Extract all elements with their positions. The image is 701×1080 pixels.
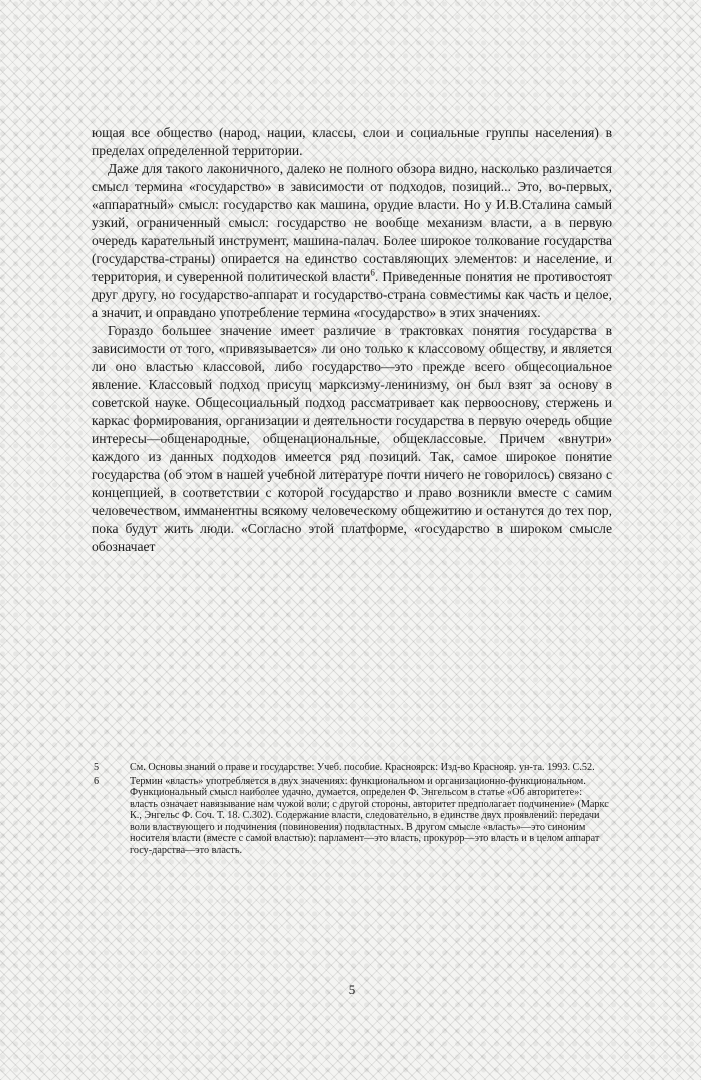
footnotes bbox=[92, 762, 612, 858]
paragraph-2-text-after: . Приведенные понятия не противостоят друг другу, но государство-аппарат и государство-страна совместимы как часть и целое, а значит, и оправдано употребление термина «государство» в этих значениях. bbox=[92, 269, 612, 320]
footnote-text: См. Основы знаний о праве и государстве: Учеб. пособие. Красноярск: Изд-во Краснояр. ун-та. 1993. С.52. bbox=[130, 762, 595, 773]
paragraph-1-text: ющая все общество (народ, нации, классы, слои и социальные группы населения) в пределах определенной территории. bbox=[92, 125, 612, 158]
paragraph-2 bbox=[92, 160, 612, 322]
page-number: 5 bbox=[348, 982, 356, 997]
footnote-text: Термин «власть» употребляется в двух значениях: функциональном и организационно-функциональном. Функциональный смысл наиболее удачно, думается, определен Ф. Энгельсом в статье «Об авторитете»: власть означает навязывание нам чужой воли; с другой стороны, авторитет предполагает подчинение» (Маркс К., Энгельс Ф. Соч. Т. 18. С.302). Содержание власти, следовательно, в единстве двух проявлений: передачи воли властвующего и подчинения (повиновения) подвластных. В другом смысле «власть»—это синоним носителя власти (вместе с самой властью): парламент—это власть, прокурор—это власть и в целом аппарат госу-дарства—это власть. bbox=[130, 775, 609, 856]
footnote-6 bbox=[92, 776, 612, 857]
footnote-5 bbox=[92, 762, 612, 774]
paragraph-2-text: Даже для такого лаконичного, далеко не полного обзора видно, насколько различается смысл термина «государство» в зависимости от подходов, позиций... Это, во-первых, «аппаратный» смысл: государство как машина, орудие власти. Но у И.В.Сталина самый узкий, ограниченный смысл: государство не вообще механизм власти, а в первую очередь карательный инструмент, машина-палач. Более широкое толкование государства (государства-страны) опирается на единство составляющих элементов: и население, и территория, и суверенной политической власти bbox=[92, 161, 612, 284]
footnote-ref-6[interactable]: 6 bbox=[370, 267, 375, 278]
paragraph-1 bbox=[92, 124, 612, 160]
footnote-number: 6 bbox=[94, 775, 100, 787]
footnote-number: 5 bbox=[94, 762, 100, 773]
document-page bbox=[92, 124, 612, 1014]
paragraph-3-text: Гораздо большее значение имеет различие в трактовках понятия государства в зависимости от того, «привязывается» ли оно только к классовому обществу, и является ли оно властью классовой, либо государство—это прежде всего общесоциальное явление. Классовый подход присущ марксизму-ленинизму, он был взят за основу в советской науке. Общесоциальный подход рассматривает как первооснову, стержень и каркас формирования, организации и деятельности государства в первую очередь общие интересы—общенародные, общенациональные, общеклассовые. Причем «внутри» каждого из данных подходов имеется ряд позиций. Так, самое широкое понятие государства (об этом в нашей учебной литературе почти ничего не говорилось) связано с концепцией, в соответствии с которой государство и право возникли вместе с самим человечеством, имманентны всякому человеческому общежитию и останутся до тех пор, пока будут жить люди. «Согласно этой платформе, «государство в широком смысле обозначает bbox=[92, 323, 612, 554]
paragraph-3 bbox=[92, 322, 612, 556]
body-text bbox=[92, 124, 612, 556]
